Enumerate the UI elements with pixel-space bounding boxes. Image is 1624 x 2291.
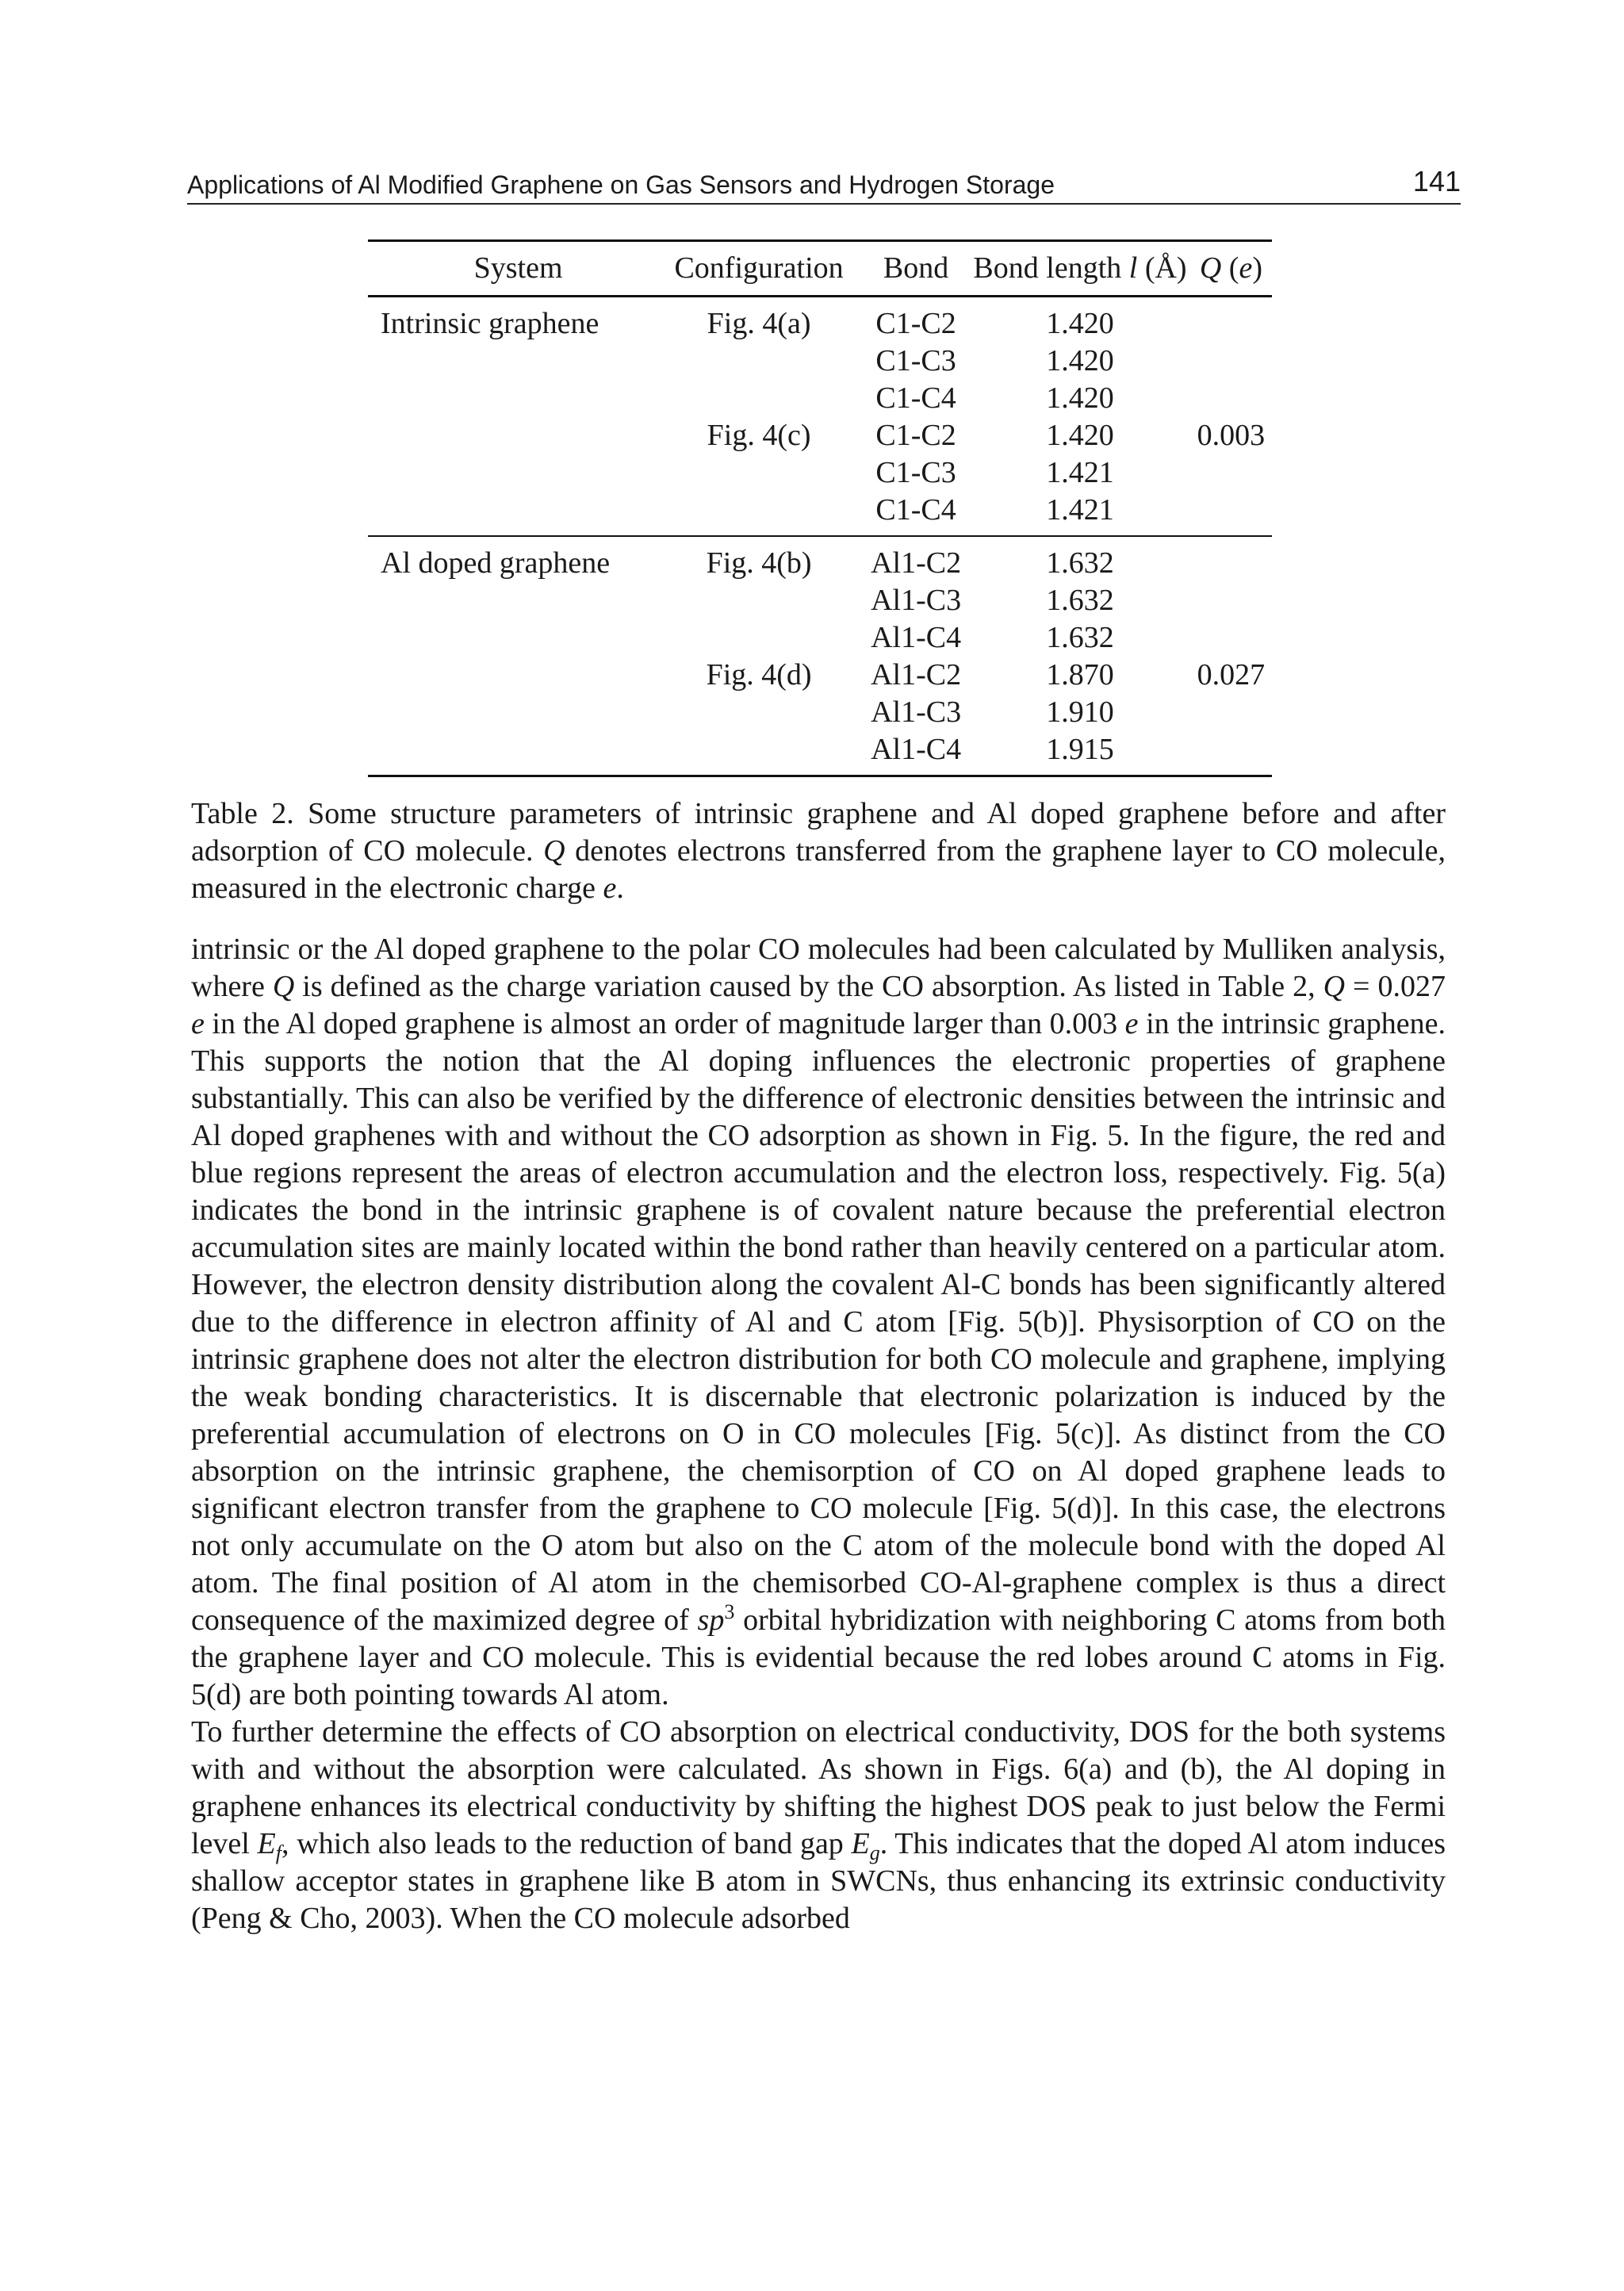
paragraph: To further determine the effects of CO absorption on electrical conductivity, DOS for the both systems with and without the absorption were calculated. As shown in Figs. 6(a) and (b), the Al doping in graphene enhances its electrical conductivity by shifting the highest DOS peak to just below the Fermi level $E_f$, which also leads to the reduction of band gap $E_g$. This indicates that the doped Al atom induces shallow acceptor states in graphene like B atom in SWCNs, thus enhancing its extrinsic conductivity (Peng & Cho, 2003). When the CO molecule adsorbed (191, 1715, 1446, 1935)
cell-charge-transfer (1190, 731, 1272, 776)
col-bond-length-header: Bond length l (Å) (973, 251, 1187, 285)
cell-configuration (656, 582, 862, 619)
cell-configuration: Fig. 4(c) (707, 419, 811, 452)
col-configuration-header: Configuration (674, 251, 844, 285)
table-row (368, 343, 1272, 380)
table-row (368, 582, 1272, 619)
cell-system (368, 657, 656, 694)
cell-bond: Al1-C3 (871, 584, 962, 617)
body-text (191, 931, 1446, 1937)
table-row (368, 657, 1272, 694)
table-row (368, 619, 1272, 657)
cell-charge-transfer (1190, 619, 1272, 657)
cell-configuration: Fig. 4(d) (706, 658, 812, 692)
cell-bond: C1-C3 (875, 344, 956, 377)
cell-bond-length: 1.632 (1046, 546, 1114, 580)
page-number: 141 (1412, 165, 1461, 197)
cell-system (368, 731, 656, 776)
cell-configuration (656, 694, 862, 731)
cell-bond-length: 1.915 (1046, 733, 1114, 766)
table-row (368, 454, 1272, 492)
col-q-header: Q (e) (1199, 251, 1262, 285)
cell-charge-transfer (1190, 492, 1272, 536)
cell-bond-length: 1.421 (1046, 493, 1114, 527)
table-row (368, 417, 1272, 454)
cell-bond: Al1-C2 (871, 658, 962, 692)
cell-charge-transfer (1190, 694, 1272, 731)
cell-charge-transfer (1190, 454, 1272, 492)
cell-bond-length: 1.420 (1046, 307, 1114, 340)
table-caption: Table 2. Some structure parameters of intrinsic graphene and Al doped graphene before and after adsorption of CO molecule. Q denotes electrons transferred from the graphene layer to CO molecule, measured in the electronic charge e. (191, 797, 1446, 905)
running-title: Applications of Al Modified Graphene on Gas Sensors and Hydrogen Storage (187, 170, 1055, 199)
cell-configuration (656, 380, 862, 417)
cell-system (368, 492, 656, 536)
cell-bond: C1-C3 (875, 456, 956, 489)
cell-bond-length: 1.420 (1046, 419, 1114, 452)
cell-configuration: Fig. 4(a) (707, 307, 811, 340)
table-row (368, 380, 1272, 417)
cell-bond-length: 1.421 (1046, 456, 1114, 489)
cell-bond-length: 1.910 (1046, 695, 1114, 729)
col-system-header: System (473, 251, 563, 285)
cell-system: Intrinsic graphene (381, 307, 599, 340)
cell-configuration (656, 492, 862, 536)
cell-bond: Al1-C3 (871, 695, 962, 729)
cell-configuration (656, 619, 862, 657)
structure-table (368, 239, 1272, 777)
cell-bond: C1-C2 (875, 419, 956, 452)
cell-system (368, 582, 656, 619)
cell-bond-length: 1.632 (1046, 584, 1114, 617)
cell-bond: C1-C2 (875, 307, 956, 340)
cell-bond-length: 1.632 (1046, 621, 1114, 654)
cell-bond: C1-C4 (875, 493, 956, 527)
cell-system (368, 417, 656, 454)
cell-system (368, 380, 656, 417)
cell-charge-transfer (1190, 536, 1272, 582)
cell-charge-transfer: 0.003 (1197, 419, 1266, 452)
cell-system (368, 619, 656, 657)
cell-bond: Al1-C2 (871, 546, 962, 580)
cell-configuration: Fig. 4(b) (706, 546, 812, 580)
table-header-row (368, 241, 1272, 297)
cell-configuration (656, 731, 862, 776)
cell-charge-transfer: 0.027 (1197, 658, 1266, 692)
paragraph: intrinsic or the Al doped graphene to the polar CO molecules had been calculated by Mulliken analysis, where Q is defined as the charge variation caused by the CO absorption. As listed in Table 2, Q = 0.027 e in the Al doped graphene is almost an order of magnitude larger than 0.003 e in the intrinsic graphene. This supports the notion that the Al doping influences the electronic properties of graphene substantially. This can also be verified by the difference of electronic densities between the intrinsic and Al doped graphenes with and without the CO adsorption as shown in Fig. 5. In the figure, the red and blue regions represent the areas of electron accumulation and the electron loss, respectively. Fig. 5(a) indicates the bond in the intrinsic graphene is of covalent nature because the preferential electron accumulation sites are mainly located within the bond rather than heavily centered on a particular atom. However, the electron density distribution along the covalent Al-C bonds has been significantly altered due to the difference in electron affinity of Al and C atom [Fig. 5(b)]. Physisorption of CO on the intrinsic graphene does not alter the electron distribution for both CO molecule and graphene, implying the weak bonding characteristics. It is discernable that electronic polarization is induced by the preferential accumulation of electrons on O in CO molecules [Fig. 5(c)]. As distinct from the CO absorption on the intrinsic graphene, the chemisorption of CO on Al doped graphene leads to significant electron transfer from the graphene to CO molecule [Fig. 5(d)]. In this case, the electrons not only accumulate on the O atom but also on the C atom of the molecule bond with the doped Al atom. The final position of Al atom in the chemisorbed CO-Al-graphene complex is thus a direct consequence of the maximized degree of $sp^3$ orbital hybridization with neighboring C atoms from both the graphene layer and CO molecule. This is evidential because the red lobes around C atoms in Fig. 5(d) are both pointing towards Al atom. (191, 933, 1446, 1711)
cell-configuration (656, 343, 862, 380)
table-row (368, 492, 1272, 536)
table-row (368, 694, 1272, 731)
cell-system (368, 694, 656, 731)
cell-bond-length: 1.420 (1046, 381, 1114, 415)
cell-system (368, 343, 656, 380)
cell-bond: Al1-C4 (871, 621, 962, 654)
table-row (368, 731, 1272, 776)
cell-charge-transfer (1190, 380, 1272, 417)
cell-system: Al doped graphene (381, 546, 611, 580)
running-header (187, 162, 1461, 205)
cell-bond: C1-C4 (875, 381, 956, 415)
col-bond-header: Bond (883, 251, 949, 285)
cell-bond-length: 1.870 (1046, 658, 1114, 692)
cell-configuration (656, 454, 862, 492)
cell-charge-transfer (1190, 582, 1272, 619)
cell-bond-length: 1.420 (1046, 344, 1114, 377)
cell-system (368, 454, 656, 492)
table-row (368, 297, 1272, 343)
cell-bond: Al1-C4 (871, 733, 962, 766)
cell-charge-transfer (1190, 343, 1272, 380)
cell-charge-transfer (1190, 297, 1272, 343)
table-row (368, 536, 1272, 582)
